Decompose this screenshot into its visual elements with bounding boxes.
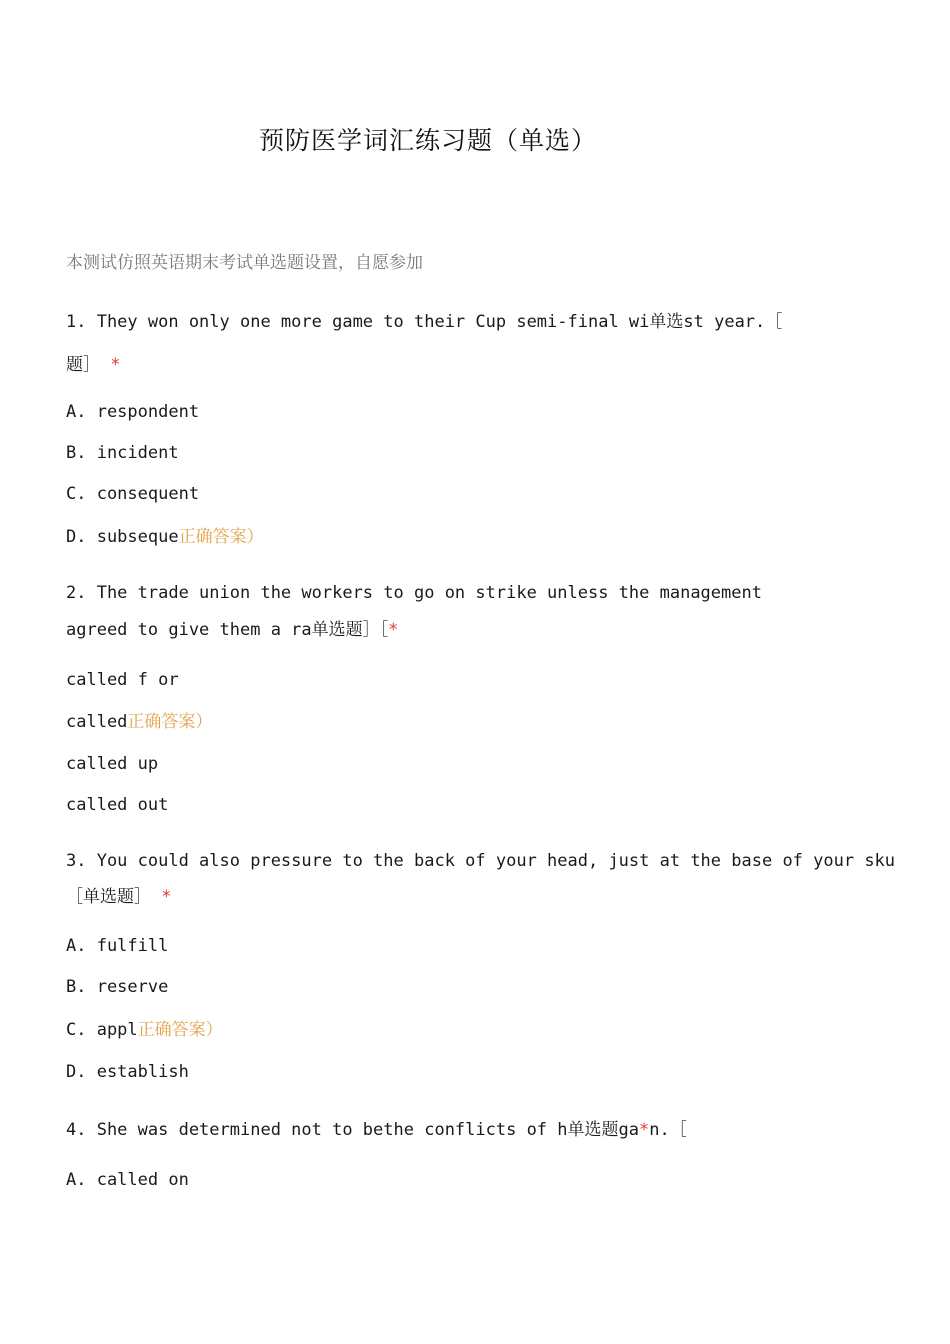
required-star: *	[161, 887, 172, 907]
question-2-text: 2. The trade union the workers to go on strike unless the management	[66, 583, 762, 603]
option-label: called up	[66, 754, 159, 774]
question-3-option-b[interactable]	[66, 975, 168, 999]
question-2-line-1	[66, 581, 762, 605]
question-3-option-c[interactable]	[66, 1018, 223, 1042]
question-3-option-d[interactable]	[66, 1060, 189, 1084]
question-4-text-tail: ga	[618, 1120, 639, 1140]
question-3-type-label: ［单选题］	[66, 887, 151, 907]
option-label: D. subseque	[66, 527, 179, 547]
option-label: called out	[66, 795, 169, 815]
question-3-text: 3. You could also pressure to the back of your head, just at the base of your sku	[66, 851, 896, 871]
question-1-type-label-end: 题］	[66, 355, 100, 375]
option-label: A. called on	[66, 1170, 189, 1190]
correct-answer-marker: 正确答案）	[178, 527, 264, 547]
question-4-type-label: 单选题	[567, 1120, 619, 1140]
question-1-line-2	[66, 353, 121, 377]
question-1-text-tail: st year.	[683, 312, 766, 332]
required-star: *	[388, 620, 399, 640]
question-1-option-b[interactable]	[66, 441, 179, 465]
question-4-option-a[interactable]	[66, 1168, 189, 1192]
question-2-text-end: agreed to give them a ra	[66, 620, 312, 640]
correct-answer-marker: 正确答案）	[127, 712, 213, 732]
question-2-type-label: 单选题］［	[311, 620, 389, 640]
question-4-bracket: ［	[669, 1120, 687, 1140]
question-1-bracket: ［	[765, 312, 783, 332]
question-1-type-label: 单选	[649, 312, 684, 332]
option-label: A. respondent	[66, 402, 200, 422]
required-star: *	[110, 355, 121, 375]
question-4-line-1	[66, 1118, 687, 1142]
required-star: *	[639, 1120, 650, 1140]
question-1-option-d[interactable]	[66, 525, 264, 549]
question-4-text-tail-2: n.	[649, 1120, 670, 1140]
question-1-line-1	[66, 310, 782, 334]
question-2-option-3[interactable]	[66, 752, 158, 776]
survey-intro: 本测试仿照英语期末考试单选题设置，自愿参加	[66, 253, 423, 273]
correct-answer-marker: 正确答案）	[137, 1020, 223, 1040]
question-3-option-a[interactable]	[66, 934, 168, 958]
option-label: D. establish	[66, 1062, 189, 1082]
option-label: B. incident	[66, 443, 179, 463]
question-2-option-4[interactable]	[66, 793, 168, 817]
question-3-line-2	[66, 885, 172, 909]
option-label: A. fulfill	[66, 936, 169, 956]
option-label: called	[66, 712, 128, 732]
question-2-option-1[interactable]	[66, 668, 179, 692]
option-label: called f or	[66, 670, 179, 690]
option-label: C. appl	[66, 1020, 138, 1040]
question-1-text: 1. They won only one more game to their Cup semi-final wi	[66, 312, 650, 332]
option-label: B. reserve	[66, 977, 169, 997]
question-2-line-2	[66, 618, 398, 642]
option-label: C. consequent	[66, 484, 200, 504]
question-4-text: 4. She was determined not to bethe conflicts of h	[66, 1120, 568, 1140]
page-title: 预防医学词汇练习题（单选）	[258, 126, 597, 155]
question-3-line-1	[66, 849, 895, 873]
question-2-option-2[interactable]	[66, 710, 212, 734]
question-1-option-a[interactable]	[66, 400, 199, 424]
question-1-option-c[interactable]	[66, 482, 199, 506]
